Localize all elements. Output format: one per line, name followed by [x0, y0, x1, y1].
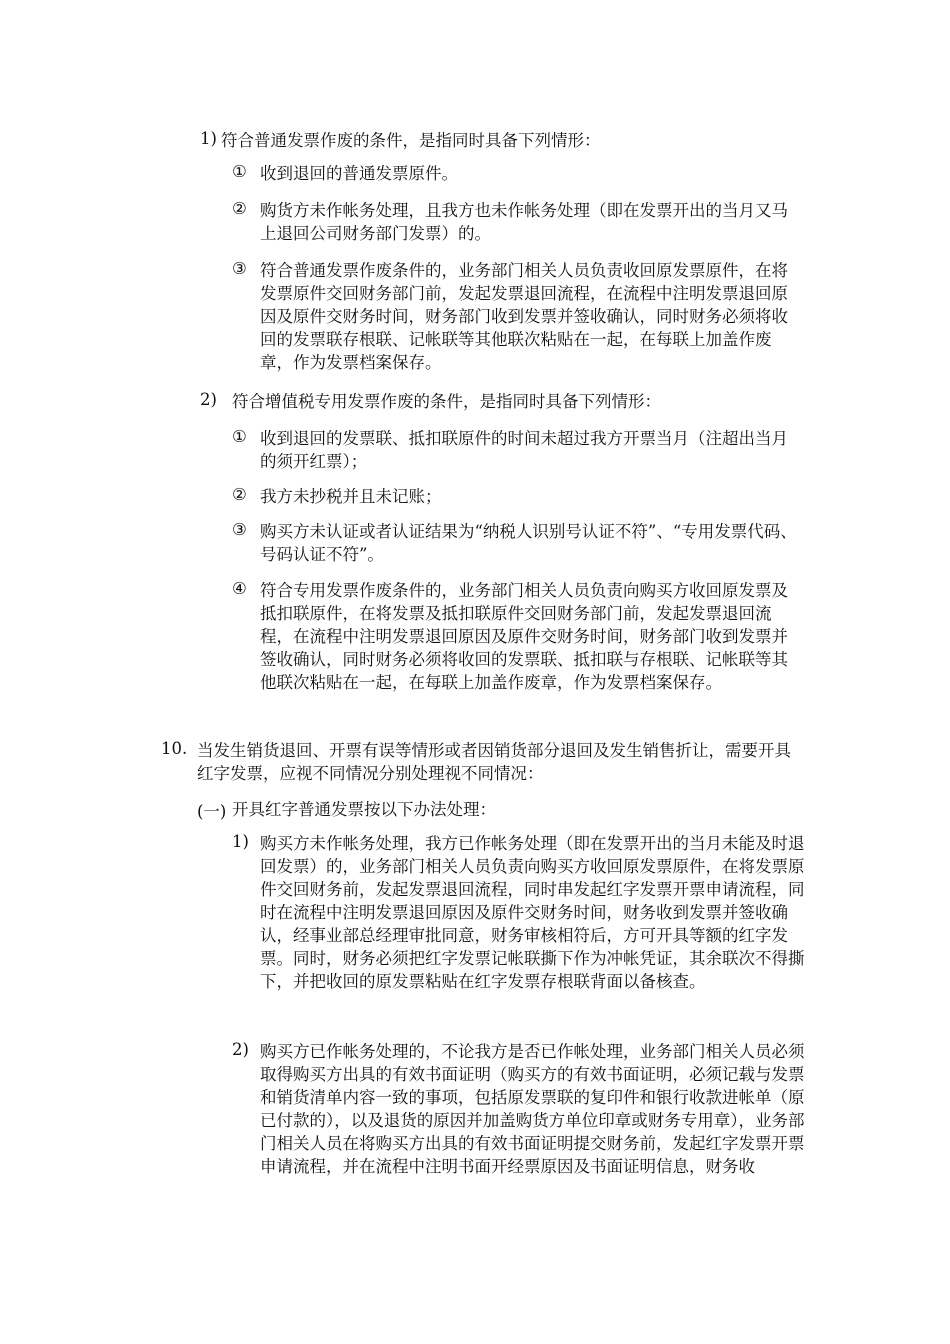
item-number: 1) [232, 832, 249, 851]
item-number: ③ [232, 259, 247, 278]
item-text: 我方未抄税并且未记账； [260, 487, 442, 506]
item-text: 开具红字普通发票按以下办法处理： [232, 800, 496, 819]
item-text: 购买方未认证或者认证结果为“纳税人识别号认证不符”、“专用发票代码、号码认证不符”。 [260, 522, 797, 564]
item-number: ② [232, 199, 247, 218]
item-text: 收到退回的发票联、抵扣联原件的时间未超过我方开票当月（注超出当月的须开红票）； [260, 429, 788, 471]
item-number: ① [232, 162, 247, 181]
item-number: ② [232, 485, 247, 504]
item-number: 1) [200, 129, 217, 148]
item-text: 符合增值税专用发票作废的条件，是指同时具备下列情形： [232, 392, 661, 411]
item-text: 购货方未作帐务处理，且我方也未作帐务处理（即在发票开出的当月又马上退回公司财务部门发票）的。 [260, 201, 788, 243]
item-number: 10. [161, 739, 188, 758]
item-text: 符合普通发票作废的条件，是指同时具备下列情形： [221, 131, 601, 150]
item-text: 购买方未作帐务处理，我方已作帐务处理（即在发票开出的当月未能及时退回发票）的，业务部门相关人员负责向购买方收回原发票原件，在将发票原件交回财务前，发起发票退回流程，同时串发起红字发票开票申请流程，同时在流程中注明发票退回原因及原件交财务时间，财务收到发票并签收确认，经事业部总经理审批同意，财务审核相符后，方可开具等额的红字发票。同时，财务必须把红字发票记帐联撕下作为冲帐凭证，其余联次不得撕下，并把收回的原发票粘贴在红字发票存根联背面以备核查。 [260, 834, 805, 991]
item-number: 2) [200, 390, 217, 409]
item-number: ④ [232, 579, 247, 598]
item-text: 当发生销货退回、开票有误等情形或者因销货部分退回及发生销售折让，需要开具红字发票，应视不同情况分别处理视不同情况： [197, 741, 791, 783]
item-number: ③ [232, 520, 247, 539]
item-number: ① [232, 427, 247, 446]
item-text: 符合普通发票作废条件的，业务部门相关人员负责收回原发票原件，在将发票原件交回财务部门前，发起发票退回流程，在流程中注明发票退回原因及原件交财务时间，财务部门收到发票并签收确认，同时财务必须将收回的发票联存根联、记帐联等其他联次粘贴在一起，在每联上加盖作废章，作为发票档案保存。 [260, 261, 788, 372]
item-text: 符合专用发票作废条件的，业务部门相关人员负责向购买方收回原发票及抵扣联原件，在将发票及抵扣联原件交回财务部门前，发起发票退回流程，在流程中注明发票退回原因及原件交财务时间，财务部门收到发票并签收确认，同时财务必须将收回的发票联、抵扣联与存根联、记帐联等其他联次粘贴在一起，在每联上加盖作废章，作为发票档案保存。 [260, 581, 788, 692]
item-text: 收到退回的普通发票原件。 [260, 164, 458, 183]
item-number: (一) [197, 802, 227, 821]
item-text: 购买方已作帐务处理的，不论我方是否已作帐处理，业务部门相关人员必须取得购买方出具的有效书面证明（购买方的有效书面证明，必须记载与发票和销货清单内容一致的事项，包括原发票联的复印件和银行收款进帐单（原已付款的），以及退货的原因并加盖购货方单位印章或财务专用章），业务部门相关人员在将购买方出具的有效书面证明提交财务前，发起红字发票开票申请流程，并在流程中注明书面开经票原因及书面证明信息，财务收 [260, 1042, 805, 1176]
item-number: 2) [232, 1040, 249, 1059]
